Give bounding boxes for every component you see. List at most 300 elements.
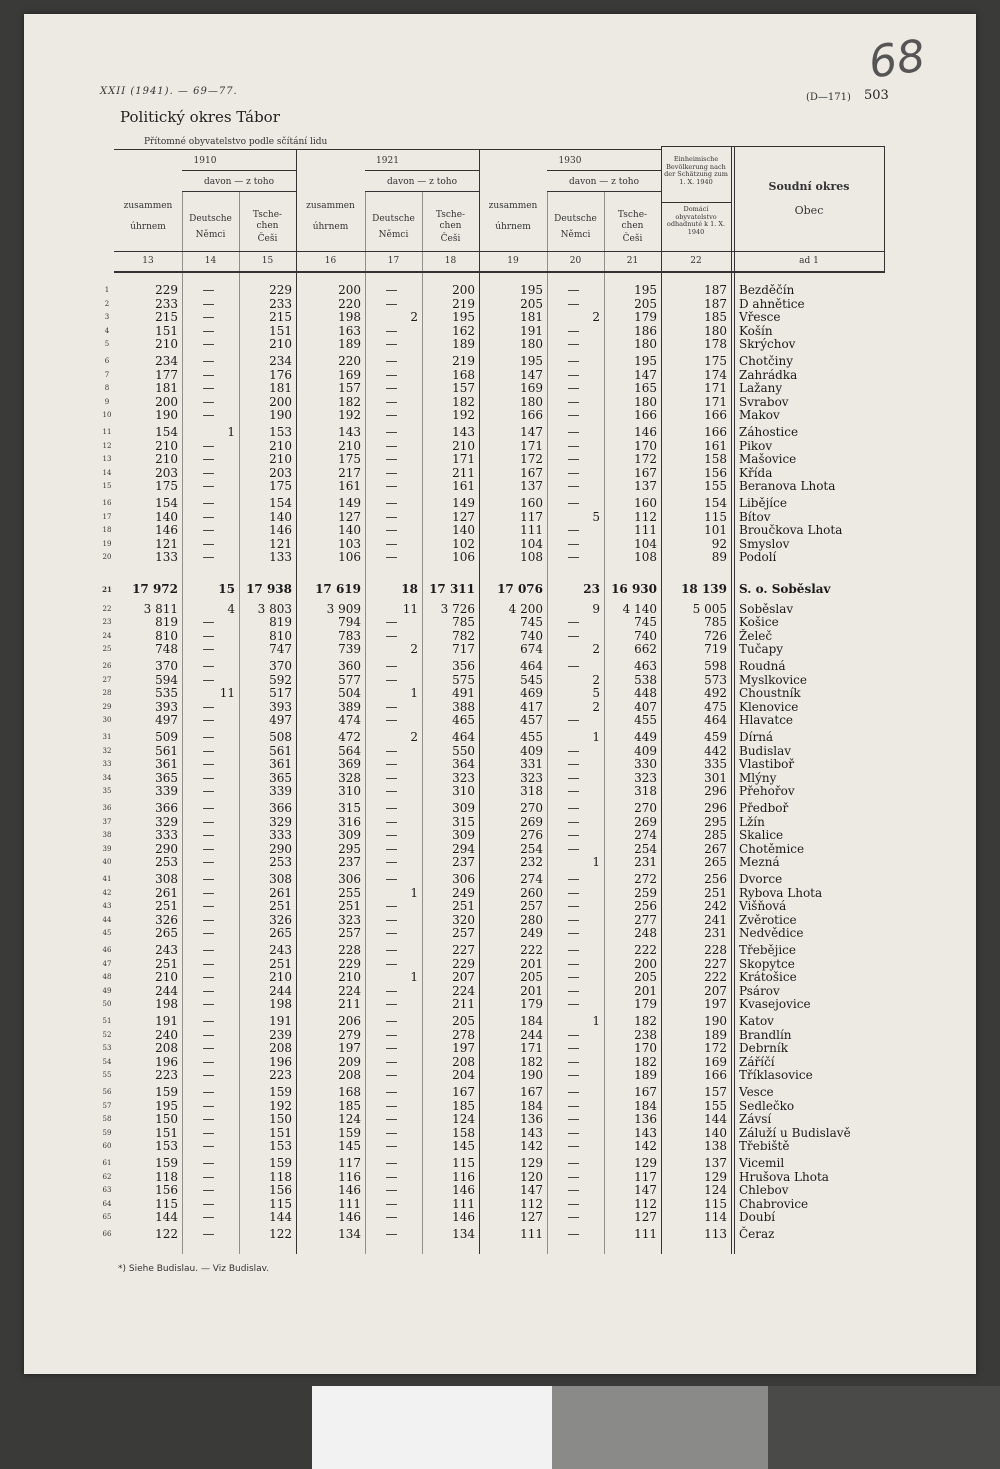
municipality-name: Zahrádka [739,367,798,382]
table-cell: — [385,1027,398,1042]
table-cell: 15 [218,582,235,596]
table-row [102,1227,884,1242]
table-cell: — [202,367,215,382]
table-cell: — [567,659,580,673]
table-cell: 315 [338,801,361,815]
table-cell: 2 [410,730,418,744]
table-cell: 184 [634,1098,657,1113]
table-cell: 147 [520,1183,543,1198]
table-cell: 112 [634,1196,657,1211]
table-cell: — [202,394,215,409]
table-cell: 211 [452,465,475,480]
table-cell: 180 [520,394,543,409]
table-cell: 160 [634,496,657,510]
table-cell: 191 [520,323,543,338]
municipality-name: Skrýchov [739,337,796,352]
table-cell: — [202,841,215,856]
table-cell: 143 [520,1125,543,1140]
table-cell: 174 [704,367,727,382]
row-number: 31 [102,733,112,741]
table-cell: 136 [520,1112,543,1127]
table-cell: 243 [269,943,292,957]
table-cell: 137 [704,1156,727,1170]
table-cell: 251 [338,899,361,914]
table-cell: 464 [520,659,543,673]
davon-1930: davon — z toho [568,177,639,187]
table-cell: 219 [452,296,475,311]
table-cell: — [385,784,398,799]
row-number: 52 [102,1030,112,1039]
table-cell: 2 [592,699,600,714]
table-cell: — [385,713,398,728]
table-cell: 249 [452,885,475,900]
table-cell: — [567,438,580,453]
table-cell: — [202,354,215,368]
table-cell: 308 [269,872,292,886]
table-cell: 205 [634,296,657,311]
table-cell: 140 [338,523,361,538]
table-cell: 157 [338,381,361,396]
table-cell: 171 [704,394,727,409]
table-cell: 550 [452,743,475,758]
table-cell: 144 [269,1210,292,1225]
table-cell: — [202,615,215,630]
table-cell: — [567,1196,580,1211]
table-cell: 748 [155,642,178,657]
table-cell: 251 [269,956,292,971]
row-number: 50 [102,1000,112,1009]
table-cell: 492 [704,686,727,701]
table-cell: 2 [592,672,600,687]
table-cell: 270 [520,801,543,815]
table-cell: 294 [452,841,475,856]
table-cell: 370 [269,659,292,673]
table-cell: — [385,757,398,772]
table-cell: 150 [155,1112,178,1127]
table-cell: 171 [704,381,727,396]
table-row [104,394,884,410]
table-cell: 167 [452,1085,475,1099]
table-cell: 323 [634,770,657,785]
municipality-name: Podolí [739,550,777,565]
table-cell: 161 [338,479,361,494]
colnum-21: 21 [626,256,639,266]
table-row [102,659,884,674]
table-cell: 229 [269,283,292,297]
table-cell: 280 [520,912,543,927]
table-cell: — [385,394,398,409]
table-cell: 17 311 [429,582,475,596]
table-row [102,1125,884,1141]
table-row [102,672,884,688]
table-cell: — [385,814,398,829]
table-cell: — [385,943,398,957]
rule-head-bottom [114,251,884,252]
table-cell: 153 [155,1139,178,1154]
municipality-name: Klenovice [739,699,799,714]
table-cell: — [202,381,215,396]
table-cell: 270 [634,801,657,815]
row-number: 66 [102,1230,112,1238]
table-cell: 166 [520,408,543,423]
table-cell: 127 [634,1210,657,1225]
table-cell: 134 [338,1227,361,1241]
table-cell: 145 [452,1139,475,1154]
municipality-name: Libějíce [739,496,787,510]
table-cell: 220 [338,354,361,368]
table-cell: 3 803 [257,601,292,616]
table-cell: 208 [155,1041,178,1056]
row-number: 62 [102,1172,112,1181]
table-cell: 112 [520,1196,543,1211]
table-cell: 166 [704,408,727,423]
colnum-18: 18 [444,256,457,266]
davon-1921: davon — z toho [386,177,457,187]
table-cell: 4 [227,601,235,616]
table-cell: — [385,1085,398,1099]
table-cell: 115 [704,1196,727,1211]
table-cell: 118 [155,1169,178,1184]
colnum-13: 13 [142,256,154,266]
municipality-name: Myslkovice [739,672,807,687]
table-cell: — [567,452,580,467]
table-row [102,686,884,701]
table-cell: 323 [338,912,361,927]
table-cell: 127 [338,509,361,524]
row-number: 5 [104,340,110,349]
table-row [102,699,884,715]
row-number: 58 [102,1115,112,1124]
table-row [102,997,884,1012]
deutsche-1921: Deutsche [372,214,415,224]
table-cell: 229 [452,956,475,971]
table-cell: 231 [704,926,727,941]
table-cell: 257 [520,899,543,914]
table-cell: 179 [634,997,657,1012]
municipality-name: Chlebov [739,1183,789,1198]
table-cell: 121 [269,536,292,551]
table-cell: 241 [704,912,727,927]
table-cell: 167 [634,1085,657,1099]
table-cell: 161 [452,479,475,494]
table-cell: 249 [520,926,543,941]
table-cell: 323 [452,770,475,785]
table-cell: 464 [452,730,475,744]
table-cell: — [567,323,580,338]
table-cell: 201 [634,983,657,998]
table-row [102,912,884,928]
strip-gray-patch [552,1386,768,1469]
table-cell: 257 [338,926,361,941]
table-cell: — [202,730,215,744]
municipality-name: Chabrovice [739,1196,809,1211]
table-cell: 329 [155,814,178,829]
municipality-name: Beranova Lhota [739,479,836,494]
table-cell: 465 [452,713,475,728]
municipality-name: Makov [739,408,780,423]
table-cell: 204 [452,1068,475,1083]
municipality-name: Záluží u Budislavě [739,1125,851,1140]
table-cell: 463 [634,659,657,673]
table-cell: 195 [634,354,657,368]
table-cell: 719 [704,642,727,657]
municipality-name: Záhostice [739,425,799,439]
table-cell: — [202,784,215,799]
table-cell: 159 [155,1156,178,1170]
table-cell: — [202,1027,215,1042]
table-cell: 295 [338,841,361,856]
table-cell: — [567,354,580,368]
table-cell: — [567,296,580,311]
table-cell: 497 [269,713,292,728]
table-cell: — [567,496,580,510]
table-row [102,926,884,941]
table-cell: 564 [338,743,361,758]
table-cell: 142 [634,1139,657,1154]
table-cell: — [567,523,580,538]
table-cell: 783 [338,628,361,643]
table-cell: 309 [338,828,361,843]
table-cell: 361 [269,757,292,772]
table-cell: — [567,479,580,494]
municipality-name: Vřesce [739,310,781,325]
table-cell: 491 [452,686,475,701]
table-row [102,943,884,958]
obec-header: Obec [794,204,824,217]
table-cell: 201 [520,956,543,971]
row-number: 54 [102,1057,112,1066]
table-cell: 5 005 [692,601,727,616]
table-cell: — [202,1098,215,1113]
table-cell: — [202,536,215,551]
table-cell: 124 [338,1112,361,1127]
table-cell: 189 [704,1027,727,1042]
table-cell: — [385,770,398,785]
row-number: 63 [102,1186,112,1195]
table-cell: 393 [269,699,292,714]
row-number: 3 [104,313,110,322]
table-cell: — [202,1085,215,1099]
row-number: 40 [102,858,112,867]
table-cell: 674 [520,642,543,657]
table-cell: — [385,983,398,998]
row-number: 42 [102,888,112,897]
table-cell: 113 [704,1227,727,1241]
table-cell: 233 [155,296,178,311]
municipality-name: Čeraz [739,1227,775,1241]
table-row [102,465,884,481]
cesi-1910: Češi [257,234,278,244]
table-cell: 306 [338,872,361,886]
table-cell: 279 [338,1027,361,1042]
table-cell: 181 [155,381,178,396]
table-cell: 244 [155,983,178,998]
row-number: 12 [102,441,112,450]
table-cell: 508 [269,730,292,744]
table-row [104,283,884,298]
table-cell: 210 [155,337,178,352]
table-cell: — [202,1196,215,1211]
table-cell: 108 [634,550,657,565]
table-cell: — [202,672,215,687]
municipality-name: Předboř [739,801,789,815]
table-cell: 326 [155,912,178,927]
table-cell: 187 [704,283,727,297]
table-cell: — [567,536,580,551]
table-cell: — [567,1125,580,1140]
table-cell: 149 [338,496,361,510]
davon-1910: davon — z toho [203,177,274,187]
uhrnem-1910: úhrnem [130,222,166,232]
table-cell: 210 [269,452,292,467]
table-cell: 208 [338,1068,361,1083]
table-row [102,1210,884,1225]
table-cell: — [385,496,398,510]
row-number: 4 [104,326,110,335]
table-row [102,582,884,597]
row-number: 17 [102,512,112,521]
table-cell: 219 [452,354,475,368]
table-cell: 251 [155,956,178,971]
table-cell: 248 [634,926,657,941]
table-row [102,536,884,552]
table-cell: — [202,452,215,467]
strip-dark-patch [768,1386,1000,1469]
table-cell: — [385,841,398,856]
table-cell: 224 [452,983,475,998]
page-number: 503 [864,88,889,103]
table-cell: 224 [338,983,361,998]
table-row [102,1027,884,1043]
table-cell: 222 [520,943,543,957]
table-cell: 469 [520,686,543,701]
chen-1921: chen [439,221,462,231]
table-cell: 310 [452,784,475,799]
table-cell: — [202,438,215,453]
table-cell: 147 [634,1183,657,1198]
table-cell: 166 [704,1068,727,1083]
table-cell: — [385,283,398,297]
table-cell: 151 [269,1125,292,1140]
row-number: 61 [102,1159,112,1167]
table-row [104,323,884,339]
table-cell: 309 [452,828,475,843]
row-number: 37 [102,817,112,826]
table-cell: 356 [452,659,475,673]
table-cell: 184 [520,1098,543,1113]
table-cell: 175 [338,452,361,467]
table-cell: — [567,912,580,927]
table-cell: — [202,926,215,941]
table-cell: 561 [269,743,292,758]
table-cell: 309 [452,801,475,815]
table-row [102,814,884,830]
table-cell: — [202,699,215,714]
table-cell: 18 139 [681,582,727,596]
table-cell: 745 [520,615,543,630]
row-number: 39 [102,844,112,853]
table-cell: 223 [155,1068,178,1083]
table-cell: 215 [155,310,178,325]
table-cell: — [385,354,398,368]
table-cell: 146 [634,425,657,439]
table-cell: 129 [704,1169,727,1184]
table-cell: 457 [520,713,543,728]
page-title: Politický okres Tábor [120,108,280,126]
strip-white-patch [312,1386,552,1469]
row-number: 8 [104,384,110,393]
municipality-name: Roudná [739,659,786,673]
table-cell: 200 [338,283,361,297]
table-cell: — [202,1014,215,1028]
municipality-name: Mezná [739,855,780,870]
table-cell: 409 [634,743,657,758]
table-cell: 331 [520,757,543,772]
colnum-17: 17 [387,256,400,266]
row-number: 43 [102,902,112,911]
table-cell: 217 [338,465,361,480]
table-cell: 407 [634,699,657,714]
table-cell: — [567,1068,580,1083]
table-row [102,730,884,745]
series-reference: XXII (1941). — 69—77. [100,86,238,97]
table-cell: — [385,1169,398,1184]
table-cell: 182 [452,394,475,409]
municipality-name: Brandlín [739,1027,792,1042]
tsche-1910: Tsche- [252,210,283,220]
table-cell: 455 [520,730,543,744]
table-cell: 153 [269,425,292,439]
table-cell: 195 [520,354,543,368]
table-cell: 140 [269,509,292,524]
table-cell: 295 [704,814,727,829]
municipality-name: Smyslov [739,536,790,551]
table-cell: 147 [520,425,543,439]
table-row [102,1014,884,1029]
table-cell: 146 [452,1183,475,1198]
table-row [102,1085,884,1100]
table-row [102,1068,884,1083]
table-cell: 124 [452,1112,475,1127]
table-row [102,1112,884,1127]
table-cell: 114 [704,1210,727,1225]
table-cell: 111 [338,1196,361,1211]
municipality-name: Doubí [739,1210,776,1225]
table-cell: — [567,1227,580,1241]
table-cell: 269 [634,814,657,829]
table-cell: 255 [338,885,361,900]
table-cell: 810 [155,628,178,643]
table-cell: 229 [338,956,361,971]
table-cell: — [202,872,215,886]
table-cell: 290 [155,841,178,856]
row-number: 16 [102,499,112,507]
table-cell: 171 [452,452,475,467]
table-cell: — [202,283,215,297]
table-row [102,1041,884,1056]
table-cell: — [385,1041,398,1056]
row-number: 48 [102,973,112,982]
table-cell: 133 [155,550,178,565]
municipality-name: Svrabov [739,394,789,409]
table-cell: 172 [520,452,543,467]
municipality-name: Chotěmice [739,841,805,856]
table-cell: 455 [634,713,657,728]
table-cell: — [567,283,580,297]
table-cell: — [385,956,398,971]
table-cell: 234 [269,354,292,368]
table-cell: 167 [520,465,543,480]
